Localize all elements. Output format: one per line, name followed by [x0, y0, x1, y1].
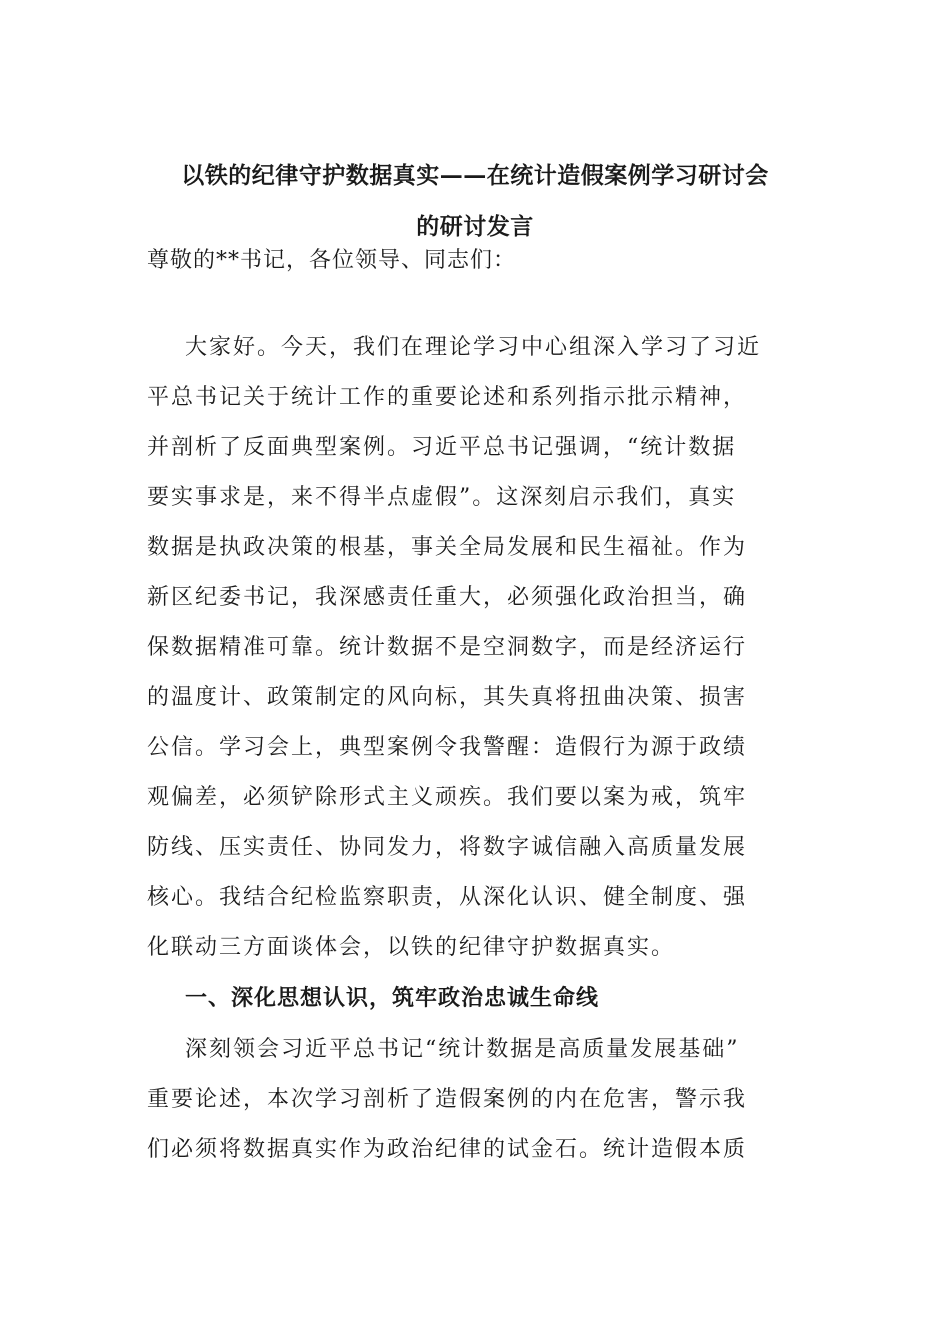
paragraph-1-line-12: 核心。我结合纪检监察职责，从深化认识、健全制度、强 [147, 885, 748, 910]
paragraph-1-line-6: 新区纪委书记，我深感责任重大，必须强化政治担当，确 [147, 585, 748, 610]
paragraph-2-line-1: 深刻领会习近平总书记“统计数据是高质量发展基础” [185, 1037, 740, 1062]
document-body [147, 333, 803, 1185]
paragraph-1-line-11: 防线、压实责任、协同发力，将数字诚信融入高质量发展 [147, 835, 748, 860]
paragraph-2-line-2: 重要论述，本次学习剖析了造假案例的内在危害，警示我 [147, 1087, 748, 1112]
paragraph-1-line-3: 并剖析了反面典型案例。习近平总书记强调，“统计数据 [147, 435, 737, 460]
paragraph-1-line-4: 要实事求是，来不得半点虚假”。这深刻启示我们，真实 [147, 485, 737, 510]
section-heading-1: 一、深化思想认识，筑牢政治忠诚生命线 [185, 985, 600, 1011]
paragraph-1-line-8: 的温度计、政策制定的风向标，其失真将扭曲决策、损害 [147, 685, 748, 710]
paragraph-2-line-3: 们必须将数据真实作为政治纪律的试金石。统计造假本质 [147, 1137, 748, 1162]
paragraph-1-line-2: 平总书记关于统计工作的重要论述和系列指示批示精神， [147, 385, 748, 410]
paragraph-1-line-9: 公信。学习会上，典型案例令我警醒：造假行为源于政绩 [147, 735, 748, 760]
paragraph-1-line-5: 数据是执政决策的根基，事关全局发展和民生福祉。作为 [147, 535, 748, 560]
document-title-line-1: 以铁的纪律守护数据真实——在统计造假案例学习研讨会 [181, 162, 769, 189]
salutation: 尊敬的**书记，各位领导、同志们： [147, 248, 517, 273]
paragraph-1-line-13: 化联动三方面谈体会，以铁的纪律守护数据真实。 [147, 935, 676, 960]
paragraph-1-line-7: 保数据精准可靠。统计数据不是空洞数字，而是经济运行 [147, 635, 748, 660]
document-title-line-2: 的研讨发言 [416, 213, 534, 240]
paragraph-1-line-1: 大家好。今天，我们在理论学习中心组深入学习了习近 [185, 335, 762, 360]
paragraph-1-line-10: 观偏差，必须铲除形式主义顽疾。我们要以案为戒，筑牢 [147, 785, 748, 810]
